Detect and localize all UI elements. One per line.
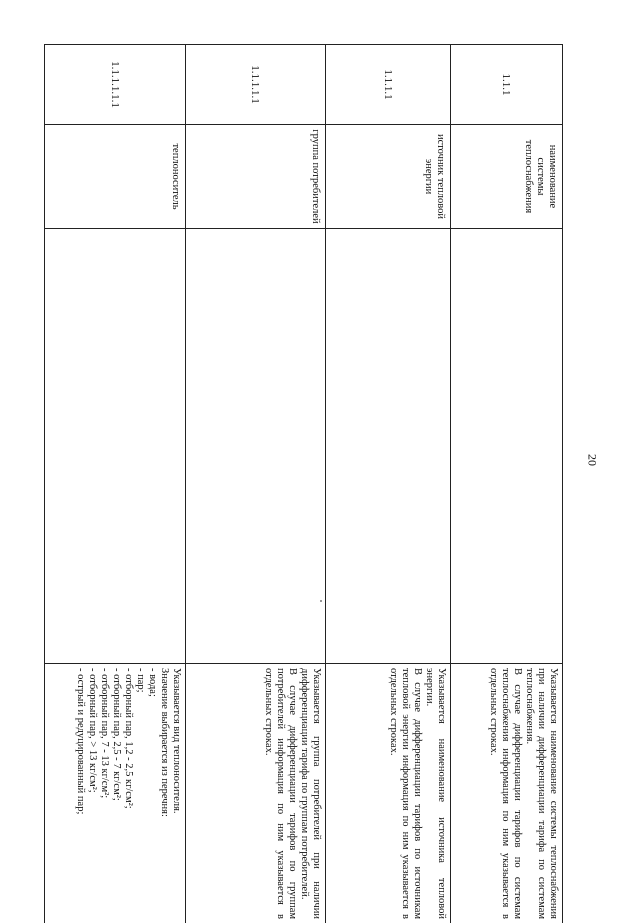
row-name: источник тепловой энергии: [326, 125, 451, 229]
row-description: [451, 664, 563, 923]
description-paragraph: В случае дифференциации тарифов по источникам тепловой энергии информация по ним указывается в отдельных строках.: [388, 668, 423, 919]
list-item: - вода;: [147, 668, 158, 697]
description-paragraph: В случае дифференциации тарифов по группам потребителей информация по ним указывается в отдельных строках.: [263, 668, 298, 919]
description-paragraph: Указывается наименование источника тепловой энергии.: [424, 668, 447, 919]
row-empty-cell: [451, 229, 563, 664]
parameters-table: [44, 44, 563, 923]
page-number: 20: [585, 454, 600, 466]
table-row: [186, 45, 326, 923]
table-row: [45, 45, 186, 923]
description-paragraph: Значение выбирается из перечня:: [159, 668, 170, 817]
scan-speck: [320, 600, 322, 602]
description-paragraph: Указывается наименование системы теплоснабжения при наличии дифференциации тарифа по системам теплоснабжения.: [524, 668, 559, 919]
row-empty-cell: [45, 229, 186, 664]
description-paragraph: Указывается вид теплоносителя.: [171, 668, 182, 814]
table-row: [451, 45, 563, 923]
row-name: группа потребителей: [186, 125, 326, 229]
list-item: - отборный пар, 1,2 - 2,5 кг/см²;: [123, 668, 134, 809]
row-code: 1.1.1.1.1: [186, 45, 326, 125]
row-code: 1.1.1.1.1.1: [45, 45, 186, 125]
description-paragraph: В случае дифференциации тарифов по системам теплоснабжения информация по ним указывается в отдельных строках.: [488, 668, 523, 919]
row-name: наименование системы теплоснабжения: [451, 125, 563, 229]
row-name: теплоноситель: [45, 125, 186, 229]
row-description: [45, 664, 186, 923]
list-item: - пар;: [135, 668, 146, 693]
row-code: 1.1.1: [451, 45, 563, 125]
row-description: [326, 664, 451, 923]
table-container: [44, 44, 563, 923]
list-item: - острый и редуцированный пар;: [75, 668, 86, 815]
row-code: 1.1.1.1: [326, 45, 451, 125]
list-item: - отборный пар, 7 - 13 кг/см²;: [99, 668, 110, 799]
list-item: - отборный пар, 2,5 - 7 кг/см²;: [111, 668, 122, 801]
row-empty-cell: [326, 229, 451, 664]
description-paragraph: Указывается группа потребителей при наличии дифференциации тарифа по группам потребителей.: [299, 668, 322, 919]
row-description: [186, 664, 326, 923]
rotated-page-content: [44, 44, 563, 923]
row-empty-cell: [186, 229, 326, 664]
table-row: [326, 45, 451, 923]
heat-carrier-options-list: [74, 668, 158, 919]
list-item: - отборный пар, > 13 кг/см²;: [87, 668, 98, 793]
